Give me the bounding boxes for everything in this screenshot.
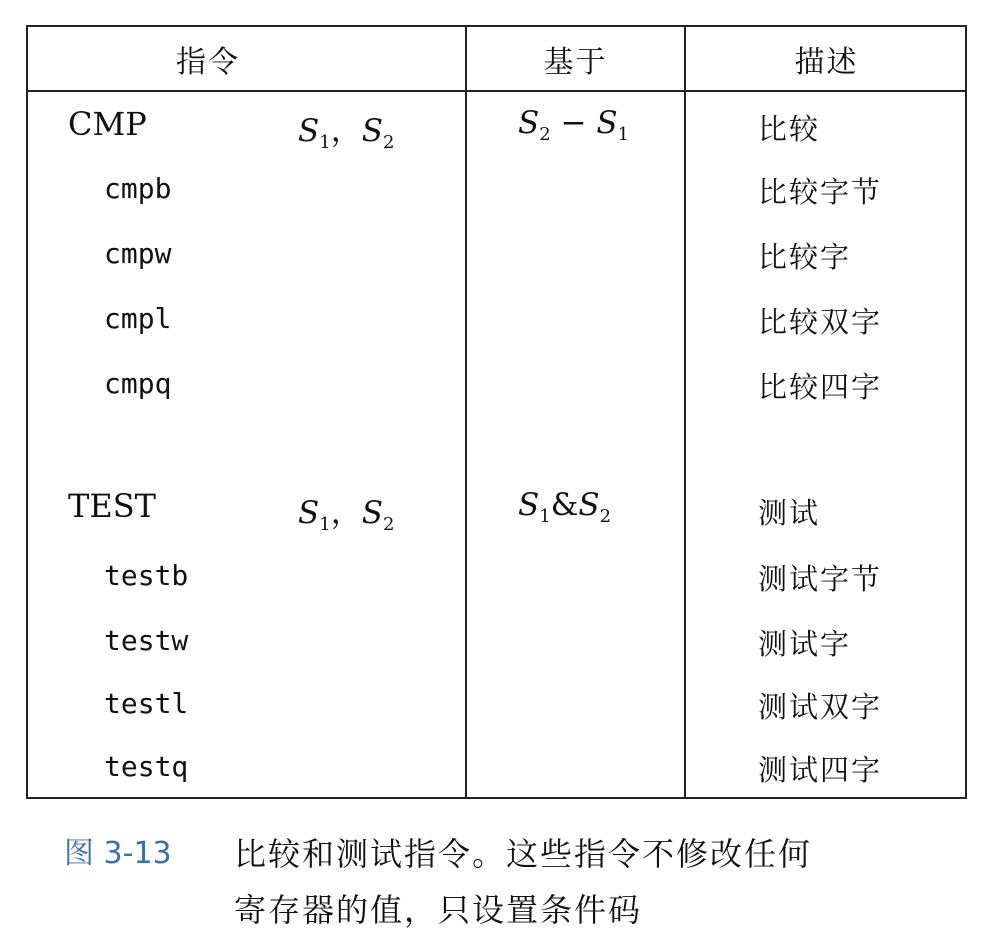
header-based-on: 基于	[543, 44, 608, 80]
instruction-table	[26, 25, 967, 799]
testb-description: 测试字节	[758, 562, 883, 596]
instr-testw: testw	[104, 624, 189, 657]
header-instruction: 指令	[176, 44, 240, 80]
instr-test: TEST	[68, 487, 156, 525]
testl-description: 测试双字	[758, 690, 883, 724]
cmpw-description: 比较字	[758, 240, 852, 274]
header-divider	[28, 90, 965, 92]
instr-cmpl: cmpl	[104, 302, 172, 335]
instr-cmpw: cmpw	[104, 237, 172, 270]
cmp-description: 比较	[758, 112, 821, 146]
column-divider-2	[684, 27, 686, 797]
cmp-based-on: $S_2 - S_1$	[518, 105, 630, 146]
instr-cmpq: cmpq	[104, 367, 172, 400]
cmpb-description: 比较字节	[758, 175, 883, 209]
instr-testq: testq	[104, 750, 189, 783]
testq-description: 测试四字	[758, 753, 883, 787]
caption-line-1: 比较和测试指令。这些指令不修改任何	[234, 835, 813, 873]
test-based-on: $S_1\&S_2$	[518, 487, 612, 528]
cmpl-description: 比较双字	[758, 305, 883, 339]
cmp-operands: $S_1$，$S_2$	[298, 113, 395, 154]
figure-caption	[234, 826, 954, 938]
test-operands: $S_1$，$S_2$	[298, 495, 395, 536]
figure-label: 图 3-13	[64, 836, 172, 871]
test-description: 测试	[758, 496, 821, 530]
instr-testl: testl	[104, 687, 189, 720]
cmpq-description: 比较四字	[758, 370, 883, 404]
instr-cmp: CMP	[68, 105, 147, 143]
column-divider-1	[465, 27, 467, 797]
instr-testb: testb	[104, 559, 189, 592]
instr-cmpb: cmpb	[104, 172, 172, 205]
header-description: 描述	[794, 44, 859, 80]
testw-description: 测试字	[758, 627, 852, 661]
caption-line-2: 寄存器的值，只设置条件码	[234, 891, 643, 929]
